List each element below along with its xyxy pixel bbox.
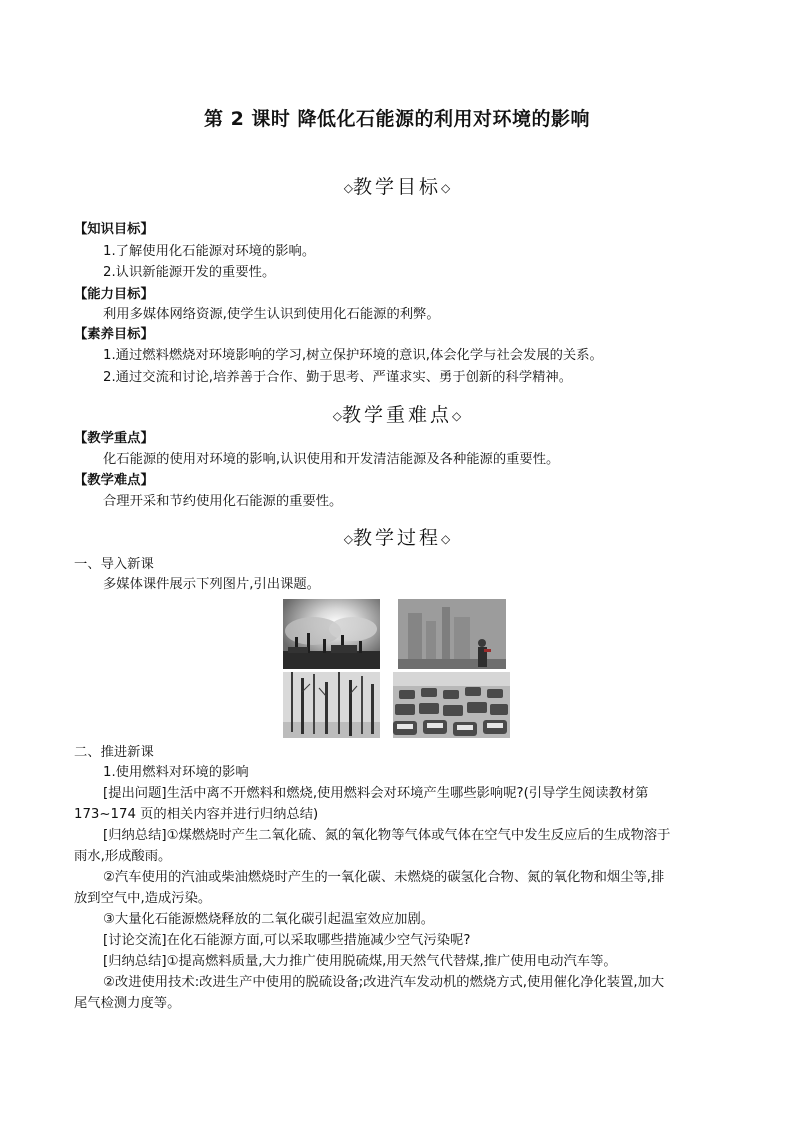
section-heading-process <box>0 523 794 550</box>
summary-5-line2: 尾气检测力度等。 <box>74 996 181 1011</box>
question-1-line2: 173~174 页的相关内容并进行归纳总结) <box>74 807 319 822</box>
difficulty-text: 合理开采和节约使用化石能源的重要性。 <box>103 494 343 509</box>
section-heading-goals <box>0 172 794 199</box>
page-title: 第 2 课时 降低化石能源的利用对环境的影响 <box>203 108 591 130</box>
topic-1: 1.使用燃料对环境的影响 <box>103 765 249 780</box>
literacy-goal-2: 2.通过交流和讨论,培养善于合作、勤于思考、严谨求实、勇于创新的科学精神。 <box>103 370 573 385</box>
smog-city-photo <box>398 599 506 669</box>
summary-4: [归纳总结]①提高燃料质量,大力推广使用脱硫煤,用天然气代替煤,推广使用电动汽车等。 <box>103 954 617 969</box>
diamond-icon: ◇ <box>332 409 342 423</box>
knowledge-goal-label: 【知识目标】 <box>74 222 154 237</box>
literacy-goal-1: 1.通过燃料燃烧对环境影响的学习,树立保护环境的意识,体会化学与社会发展的关系。 <box>103 348 603 363</box>
ability-goal-label: 【能力目标】 <box>74 287 154 302</box>
summary-5-line1: ②改进使用技术:改进生产中使用的脱硫设备;改进汽车发动机的燃烧方式,使用催化净化装置,加大 <box>103 975 665 990</box>
difficulty-label: 【教学难点】 <box>74 473 154 488</box>
diamond-icon: ◇ <box>441 532 451 546</box>
summary-2-line2: 放到空气中,造成污染。 <box>74 891 212 906</box>
knowledge-goal-2: 2.认识新能源开发的重要性。 <box>103 265 276 280</box>
diamond-icon: ◇ <box>343 181 353 195</box>
part1-text: 多媒体课件展示下列图片,引出课题。 <box>103 577 320 592</box>
heading-process-text: 教学过程 <box>352 527 441 549</box>
diamond-icon: ◇ <box>452 409 462 423</box>
focus-label: 【教学重点】 <box>74 431 154 446</box>
heading-key-points-text: 教学重难点 <box>341 404 452 426</box>
heading-goals-text: 教学目标 <box>352 176 441 198</box>
section-heading-key-points <box>0 400 794 427</box>
traffic-jam-photo <box>393 672 510 738</box>
factory-smoke-photo <box>283 599 380 669</box>
focus-text: 化石能源的使用对环境的影响,认识使用和开发清洁能源及各种能源的重要性。 <box>103 452 560 467</box>
diamond-icon: ◇ <box>343 532 353 546</box>
summary-3: ③大量化石能源燃烧释放的二氧化碳引起温室效应加剧。 <box>103 912 435 927</box>
part1-title: 一、导入新课 <box>74 557 154 572</box>
dead-forest-photo <box>283 672 380 738</box>
knowledge-goal-1: 1.了解使用化石能源对环境的影响。 <box>103 244 316 259</box>
part2-title: 二、推进新课 <box>74 745 154 760</box>
literacy-goal-label: 【素养目标】 <box>74 327 154 342</box>
diamond-icon: ◇ <box>441 181 451 195</box>
ability-goal-1: 利用多媒体网络资源,使学生认识到使用化石能源的利弊。 <box>103 307 440 322</box>
summary-1-line1: [归纳总结]①煤燃烧时产生二氧化硫、氮的氧化物等气体或气体在空气中发生反应后的生成物溶于 <box>103 828 671 843</box>
summary-1-line2: 雨水,形成酸雨。 <box>74 849 172 864</box>
discussion: [讨论交流]在化石能源方面,可以采取哪些措施减少空气污染呢? <box>103 933 471 948</box>
question-1-line1: [提出问题]生活中离不开燃料和燃烧,使用燃料会对环境产生哪些影响呢?(引导学生阅读教材第 <box>103 786 649 801</box>
summary-2-line1: ②汽车使用的汽油或柴油燃烧时产生的一氧化碳、未燃烧的碳氢化合物、氮的氧化物和烟尘等,排 <box>103 870 665 885</box>
